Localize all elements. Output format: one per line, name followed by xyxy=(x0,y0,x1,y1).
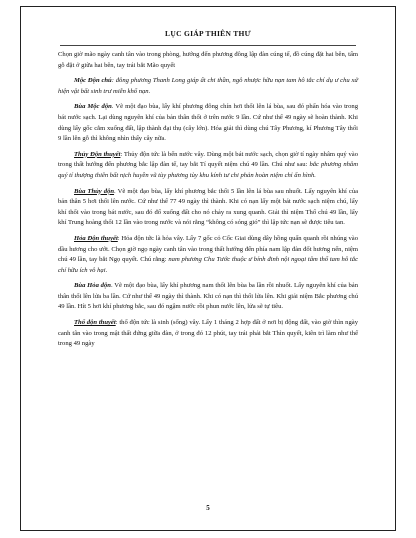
section-title: Mộc Độn chú xyxy=(74,77,112,85)
paragraph-text: : Hỏa độn tức là hỏa vây. Lấy 7 gốc cỏ Cốc Giai dùng dây hồng quấn quanh rồi nhúng vào dầu hương cho ướt. Chọn giờ ngọ ngày canh tân vào trong thất hướng đến phía nam lập đàn đốt hương nến, niệm chú 49 lần, tay bắt Ngọ quyết. Chú rằng: xyxy=(58,234,358,264)
section-title: Bùa Mộc độn xyxy=(74,103,112,111)
paragraph-bua-thuy-don xyxy=(58,187,358,229)
paragraph-bua-hoa-don xyxy=(58,281,358,313)
section-title: Hỏa Độn thuyết xyxy=(74,234,118,242)
incantation-text: bắc phương nhâm quý tí thượng thiên bất nịch huyền vũ tùy phương tùy khu kính tư chi phản hoàn niệm chỉ ẩn hình. xyxy=(58,161,358,179)
page-number: 5 xyxy=(206,504,210,512)
body-text xyxy=(58,50,358,355)
incantation-text: nam phương Chu Tước thuộc ư bính đinh nội ngoại tâm thổ tam hô tắc chí hữu ích vô hại xyxy=(58,256,358,274)
paragraph-moc-don-chu xyxy=(58,76,358,97)
paragraph-intro: Chọn giờ mão ngày canh tân vào trong phòng, hướng đến phương đông lập đàn cúng tế, đồ cúng đặt hai bên, tấm gỗ đặt ở giữa hai bên, tay trái bắt Mão quyết xyxy=(58,51,358,69)
paragraph-tho-don-thuyet xyxy=(58,318,358,350)
paragraph-text: : Thủy độn tức là bến nước vây. Dùng một bát nước sạch, chọn giờ tí ngày nhâm quý vào trong thất hướng đến phương bắc lập đàn tế, tay bắt Tí quyết niệm chú 49 lần. Chú như sau: xyxy=(58,150,358,169)
paragraph-hoa-don-thuyet xyxy=(58,234,358,276)
paragraph-thuy-don-thuyet xyxy=(58,150,358,182)
incantation-text: : đông phương Thanh Long giáp ất chi thần, ngô nhược hữu nạn tam hô tắc chí dụ ư chu xứ hiện vật bất sinh trư miễn khổ nạn. xyxy=(58,77,359,95)
paragraph-text: : thổ độn tức là sinh (sống) vây. Lấy 1 tháng 2 hợp đất ở nơi bị động đất, vào giờ thìn ngày canh tân vào trong mật thất đứng giữa đàn, ở trong đó 12 phút, tay trái phải bắt Thìn quyết, kiên trì làm như thế trong 49 ngày xyxy=(58,319,358,348)
section-title: Bùa Thủy độn xyxy=(74,187,115,195)
paragraph-text: . Vẽ một đạo bùa, lấy khí phương nam thổi lên bùa ba lần rồi nhuốt. Lấy nguyên khí của bản thân thổi lên lửa ba lần. Cứ như thế 49 ngày thì thành. Khi có nạn thì thổi lửa lên. Khi giải niệm Bắc phương chú 49 lần. Hít 5 hơi khí phương bắc, sau đó ngậm nước rồi phun nước lên, lửa sẽ tự tiêu. xyxy=(58,282,358,311)
paragraph-text: . Vẽ một đạo bùa, lấy khí phương bắc thổi 5 lần lên lá bùa sau nhuốt. Lấy nguyên khí của bản thân 5 hơi thổi lên nước. Cứ như thế 77 49 ngày thì thành. Khi có nạn lấy một bát nước sạch niệm chú, lấy khí thổi vào trong bát nước, sau đó đổ xuống đất cho nó chảy ra xung quanh. Giải thì niệm Thổ chú 49 lần, lấy khí Trung hoàng thổi 12 lần vào trong nước và nói rằng “không có sóng gió” thì lập tức nạn sẽ được tiêu tan. xyxy=(58,187,358,227)
paragraph-end: . xyxy=(105,266,108,274)
section-title: Bùa Hỏa độn xyxy=(74,282,111,290)
paragraph-text: . Vẽ một đạo bùa, lấy khí phương đông chín hơi thổi lên lá bùa, sau đó phẩn hóa vào trong bát nước sạch. Lại dùng nguyên khí của bản thân thổi ở trên nước 9 lần. Cứ như thế 49 ngày sẽ hoàn thành. Khi dùng lấy gốc cắm xuống đất, lập thành đại thụ (cây lớn). Hóa giải thì dùng chú Tây Phương, kí Phương Tây thổi 9 lần lên gỗ thì không nhìn thấy cây nữa. xyxy=(58,103,358,143)
section-title: Thổ độn thuyết xyxy=(74,319,116,327)
running-header: LỤC GIÁP THIÊN THƯ xyxy=(165,29,251,38)
header-rule xyxy=(60,45,356,46)
section-title: Thủy Độn thuyết xyxy=(74,150,121,158)
paragraph-bua-moc-don xyxy=(58,102,358,144)
